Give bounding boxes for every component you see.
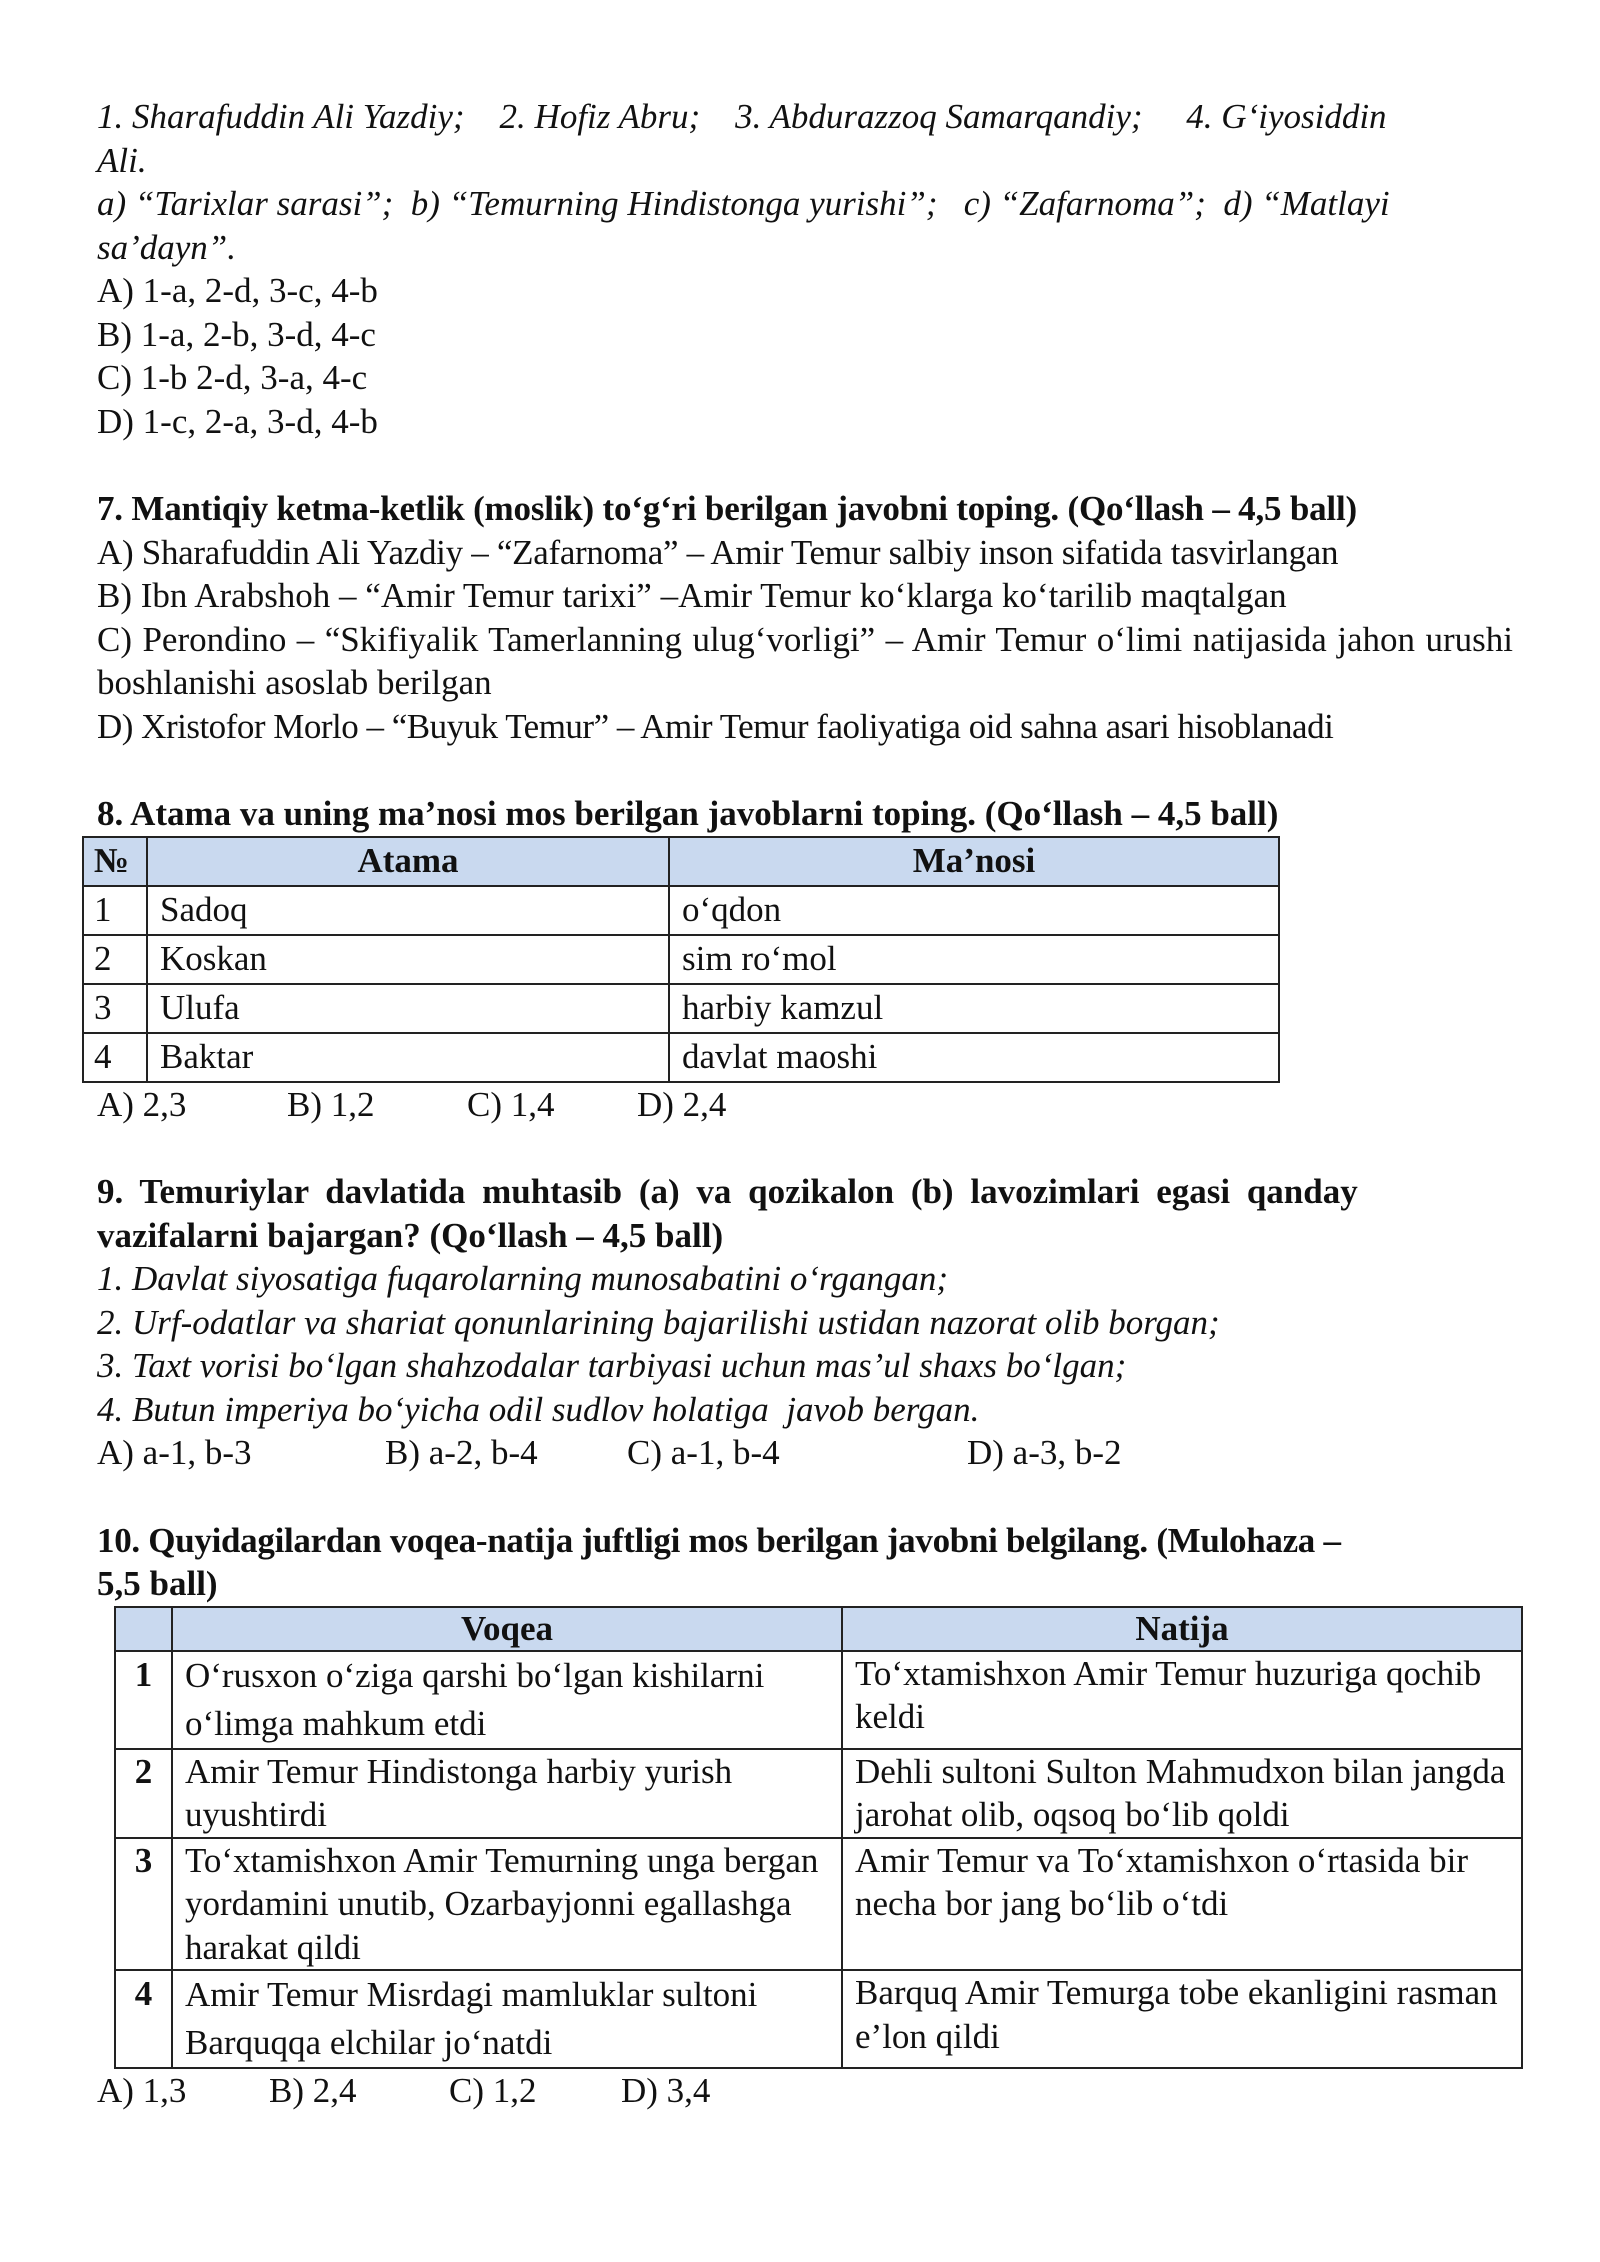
q8-options — [97, 1083, 1513, 1127]
q9-question-line — [97, 1170, 1513, 1214]
header-meaning: Ma’nosi — [669, 837, 1279, 886]
row-number: 4 — [83, 1033, 147, 1082]
q9-options — [97, 1431, 1513, 1475]
q10-question-line-2: 5,5 ball) — [97, 1564, 218, 1603]
q10-block — [97, 1519, 1513, 2113]
table-row — [115, 1970, 1522, 2068]
table-row — [83, 1033, 1279, 1082]
meaning-cell: sim ro‘mol — [669, 935, 1279, 984]
result-cell: To‘xtamishxon Amir Temur huzuriga qochib keldi — [842, 1651, 1522, 1749]
table-row — [115, 1838, 1522, 1971]
row-number: 3 — [115, 1838, 172, 1971]
q6-option-b[interactable]: B) 1-a, 2-b, 3-d, 4-c — [97, 314, 376, 354]
q8-option-a[interactable]: A) 2,3 — [97, 1084, 187, 1124]
q10-options — [97, 2069, 1513, 2113]
term-cell: Baktar — [147, 1033, 669, 1082]
q9-option-d[interactable]: D) a-3, b-2 — [967, 1433, 1122, 1472]
q7-option-c[interactable]: C) Perondino – “Skifiyalik Tamerlanning ulug‘vorligi” – Amir Temur o‘limi natijasida jahon urushi boshlanishi asoslab berilgan — [97, 619, 1513, 702]
q9-option-b[interactable]: B) a-2, b-4 — [385, 1433, 538, 1472]
header-term: Atama — [147, 837, 669, 886]
result-cell: Dehli sultoni Sulton Mahmudxon bilan jangda jarohat olib, oqsoq bo‘lib qoldi — [842, 1749, 1522, 1838]
q9-item-1: 1. Davlat siyosatiga fuqarolarning munosabatini o‘rgangan; — [97, 1259, 949, 1298]
table-row — [83, 886, 1279, 935]
meaning-cell: davlat maoshi — [669, 1033, 1279, 1082]
result-cell: Barquq Amir Temurga tobe ekanligini rasman e’lon qildi — [842, 1970, 1522, 2068]
q9-question: 9. Temuriylar davlatida muhtasib (a) va qozikalon (b) lavozimlari egasi qanday — [97, 1172, 1358, 1211]
q6-works-line: a) “Tarixlar sarasi”; b) “Temurning Hindistonga yurishi”; c) “Zafarnoma”; d) “Matlayi — [97, 184, 1390, 223]
q8-terms-table — [82, 836, 1280, 1083]
header-number — [115, 1607, 172, 1651]
table-row — [83, 935, 1279, 984]
q6-authors-line-2: Ali. — [97, 140, 147, 180]
q9-question-line-2: vazifalarni bajargan? (Qo‘llash – 4,5 ball) — [97, 1215, 724, 1255]
q7-block — [97, 487, 1513, 748]
term-cell: Ulufa — [147, 984, 669, 1033]
table-row — [83, 984, 1279, 1033]
meaning-cell: harbiy kamzul — [669, 984, 1279, 1033]
row-number: 1 — [115, 1651, 172, 1749]
q9-item-2: 2. Urf-odatlar va shariat qonunlarining bajarilishi ustidan nazorat olib borgan; — [97, 1302, 1220, 1342]
q10-question: 10. Quyidagilardan voqea-natija juftligi mos berilgan javobni belgilang. (Mulohaza – — [97, 1520, 1341, 1560]
q9-block — [97, 1170, 1513, 1475]
header-number: № — [83, 837, 147, 886]
row-number: 2 — [83, 935, 147, 984]
q6-option-a[interactable]: A) 1-a, 2-d, 3-c, 4-b — [97, 271, 378, 310]
q10-option-c[interactable]: C) 1,2 — [449, 2071, 537, 2110]
q7-option-a[interactable]: A) Sharafuddin Ali Yazdiy – “Zafarnoma” – Amir Temur salbiy inson sifatida tasvirlangan — [97, 532, 1339, 572]
q7-option-b[interactable]: B) Ibn Arabshoh – “Amir Temur tarixi” –Amir Temur ko‘klarga ko‘tarilib maqtalgan — [97, 576, 1287, 615]
q7-question: 7. Mantiqiy ketma-ketlik (moslik) to‘g‘ri berilgan javobni toping. (Qo‘llash – 4,5 ball) — [97, 489, 1357, 528]
row-number: 4 — [115, 1970, 172, 2068]
q8-option-b[interactable]: B) 1,2 — [287, 1084, 375, 1124]
result-cell: Amir Temur va To‘xtamishxon o‘rtasida bir necha bor jang bo‘lib o‘tdi — [842, 1838, 1522, 1971]
meaning-cell: o‘qdon — [669, 886, 1279, 935]
table-header-row — [83, 837, 1279, 886]
table-row — [115, 1651, 1522, 1749]
event-cell: Amir Temur Misrdagi mamluklar sultoni Barquqqa elchilar jo‘natdi — [172, 1970, 842, 2068]
table-row — [115, 1749, 1522, 1838]
q9-option-a[interactable]: A) a-1, b-3 — [97, 1433, 252, 1472]
q6-block — [97, 95, 1513, 443]
q6-works-line-2: sa’dayn”. — [97, 227, 237, 267]
q8-option-d[interactable]: D) 2,4 — [637, 1084, 727, 1124]
q9-item-3: 3. Taxt vorisi bo‘lgan shahzodalar tarbiyasi uchun mas’ul shaxs bo‘lgan; — [97, 1346, 1127, 1385]
q10-events-table — [114, 1606, 1523, 2070]
header-event: Voqea — [172, 1607, 842, 1651]
table-header-row — [115, 1607, 1522, 1651]
q6-authors-line: 1. Sharafuddin Ali Yazdiy; 2. Hofiz Abru; 3. Abdurazzoq Samarqandiy; 4. G‘iyosiddin — [97, 97, 1387, 136]
q10-option-a[interactable]: A) 1,3 — [97, 2071, 187, 2110]
q8-option-c[interactable]: C) 1,4 — [467, 1084, 555, 1124]
event-cell: O‘rusxon o‘ziga qarshi bo‘lgan kishilarni o‘limga mahkum etdi — [172, 1651, 842, 1749]
q7-option-d[interactable]: D) Xristofor Morlo – “Buyuk Temur” – Amir Temur faoliyatiga oid sahna asari hisoblanadi — [97, 706, 1334, 746]
q6-option-d[interactable]: D) 1-c, 2-a, 3-d, 4-b — [97, 401, 378, 441]
q8-question: 8. Atama va uning ma’nosi mos berilgan javoblarni toping. (Qo‘llash – 4,5 ball) — [97, 794, 1279, 833]
row-number: 1 — [83, 886, 147, 935]
document-page — [94, 95, 1513, 2113]
q10-option-b[interactable]: B) 2,4 — [269, 2071, 357, 2110]
row-number: 2 — [115, 1749, 172, 1838]
header-result: Natija — [842, 1607, 1522, 1651]
term-cell: Sadoq — [147, 886, 669, 935]
q9-item-4: 4. Butun imperiya bo‘yicha odil sudlov holatiga javob bergan. — [97, 1389, 980, 1429]
event-cell: To‘xtamishxon Amir Temurning unga bergan yordamini unutib, Ozarbayjonni egallashga harakat qildi — [172, 1838, 842, 1971]
row-number: 3 — [83, 984, 147, 1033]
q10-option-d[interactable]: D) 3,4 — [621, 2071, 711, 2110]
q9-option-c[interactable]: C) a-1, b-4 — [627, 1433, 780, 1472]
q8-block — [94, 792, 1513, 1126]
event-cell: Amir Temur Hindistonga harbiy yurish uyushtirdi — [172, 1749, 842, 1838]
q6-option-c[interactable]: C) 1-b 2-d, 3-a, 4-c — [97, 358, 368, 397]
term-cell: Koskan — [147, 935, 669, 984]
